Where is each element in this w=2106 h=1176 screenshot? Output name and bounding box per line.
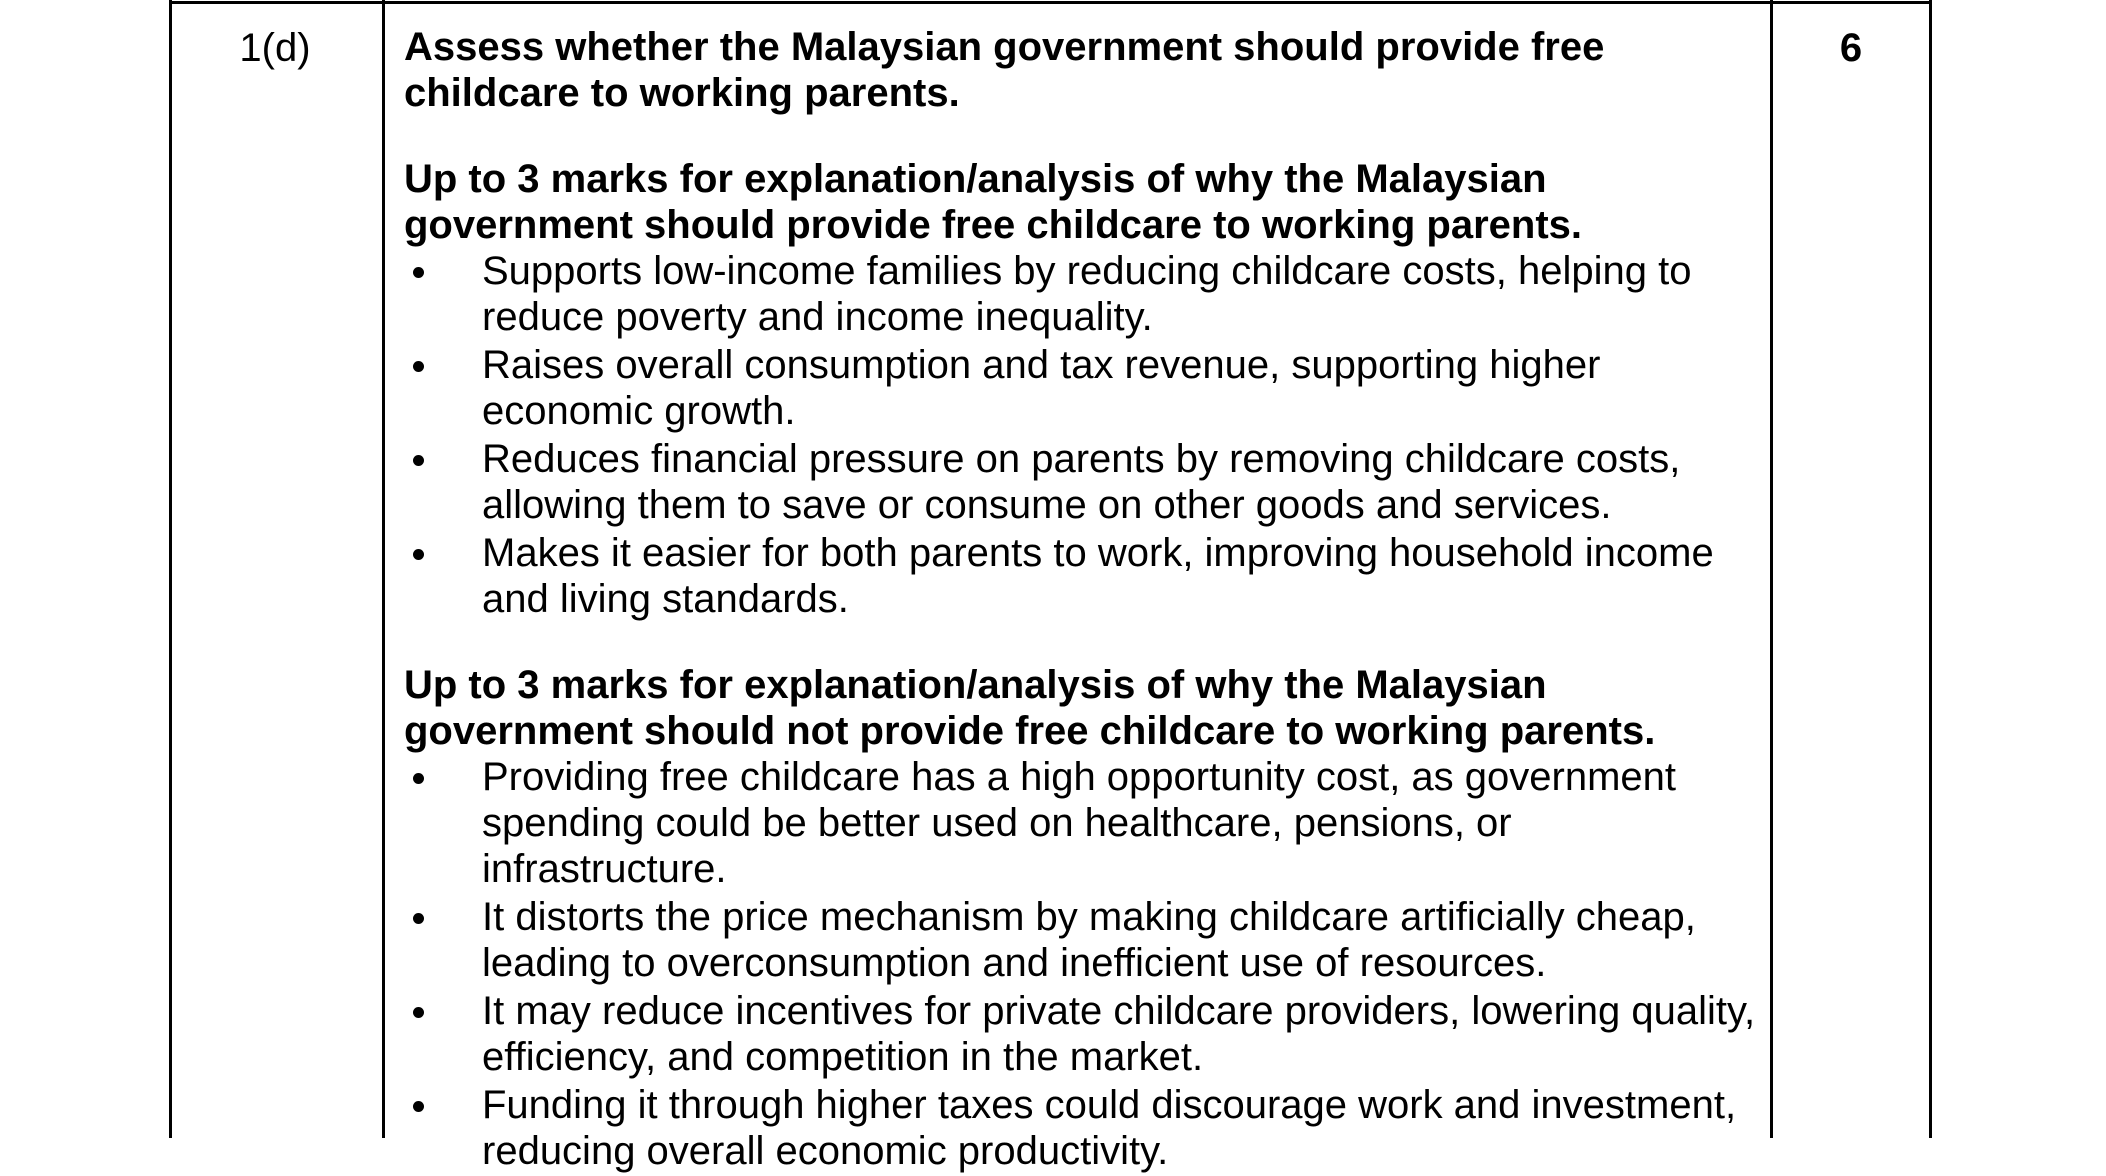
point-text: It may reduce incentives for private childcare providers, lowering quality, efficiency, and competition in the market. bbox=[482, 989, 1756, 1079]
points-list-against bbox=[404, 754, 1764, 1174]
point-text: Supports low-income families by reducing childcare costs, helping to reduce poverty and income inequality. bbox=[482, 249, 1692, 339]
question-title: Assess whether the Malaysian government should provide free childcare to working parents. bbox=[404, 25, 1605, 115]
table-top-border bbox=[169, 1, 1931, 4]
bullet-icon bbox=[413, 773, 424, 784]
point-text: Raises overall consumption and tax revenue, supporting higher economic growth. bbox=[482, 343, 1601, 433]
bullet-icon bbox=[413, 549, 424, 560]
table-left-border bbox=[169, 0, 172, 1138]
point-text: Funding it through higher taxes could discourage work and investment, reducing overall economic productivity. bbox=[482, 1083, 1737, 1173]
point-text: Makes it easier for both parents to work, improving household income and living standards. bbox=[482, 531, 1714, 621]
bullet-icon bbox=[413, 267, 424, 278]
bullet-icon bbox=[413, 361, 424, 372]
bullet-icon bbox=[413, 913, 424, 924]
bullet-icon bbox=[413, 1007, 424, 1018]
list-item bbox=[404, 342, 1764, 434]
list-item bbox=[404, 988, 1764, 1080]
list-item bbox=[404, 754, 1764, 892]
point-text: It distorts the price mechanism by making childcare artificially cheap, leading to overconsumption and inefficient use of resources. bbox=[482, 895, 1696, 985]
bullet-icon bbox=[413, 455, 424, 466]
points-list-for bbox=[404, 248, 1764, 622]
list-item bbox=[404, 436, 1764, 528]
point-text: Reduces financial pressure on parents by removing childcare costs, allowing them to save or consume on other goods and services. bbox=[482, 437, 1681, 527]
bullet-icon bbox=[413, 1101, 424, 1112]
list-item bbox=[404, 1082, 1764, 1174]
column-divider-question bbox=[382, 0, 385, 1138]
answer-content bbox=[404, 24, 1764, 1176]
table-right-border bbox=[1929, 0, 1932, 1138]
section-heading-for: Up to 3 marks for explanation/analysis of why the Malaysian government should provide free childcare to working parents. bbox=[404, 157, 1583, 247]
question-number: 1(d) bbox=[239, 26, 311, 70]
section-heading-against: Up to 3 marks for explanation/analysis of why the Malaysian government should not provide free childcare to working parents. bbox=[404, 663, 1656, 753]
list-item bbox=[404, 894, 1764, 986]
column-divider-marks bbox=[1770, 0, 1773, 1138]
marks-value: 6 bbox=[1839, 26, 1863, 70]
list-item bbox=[404, 248, 1764, 340]
list-item bbox=[404, 530, 1764, 622]
point-text: Providing free childcare has a high opportunity cost, as government spending could be better used on healthcare, pensions, or infrastructure. bbox=[482, 755, 1677, 891]
